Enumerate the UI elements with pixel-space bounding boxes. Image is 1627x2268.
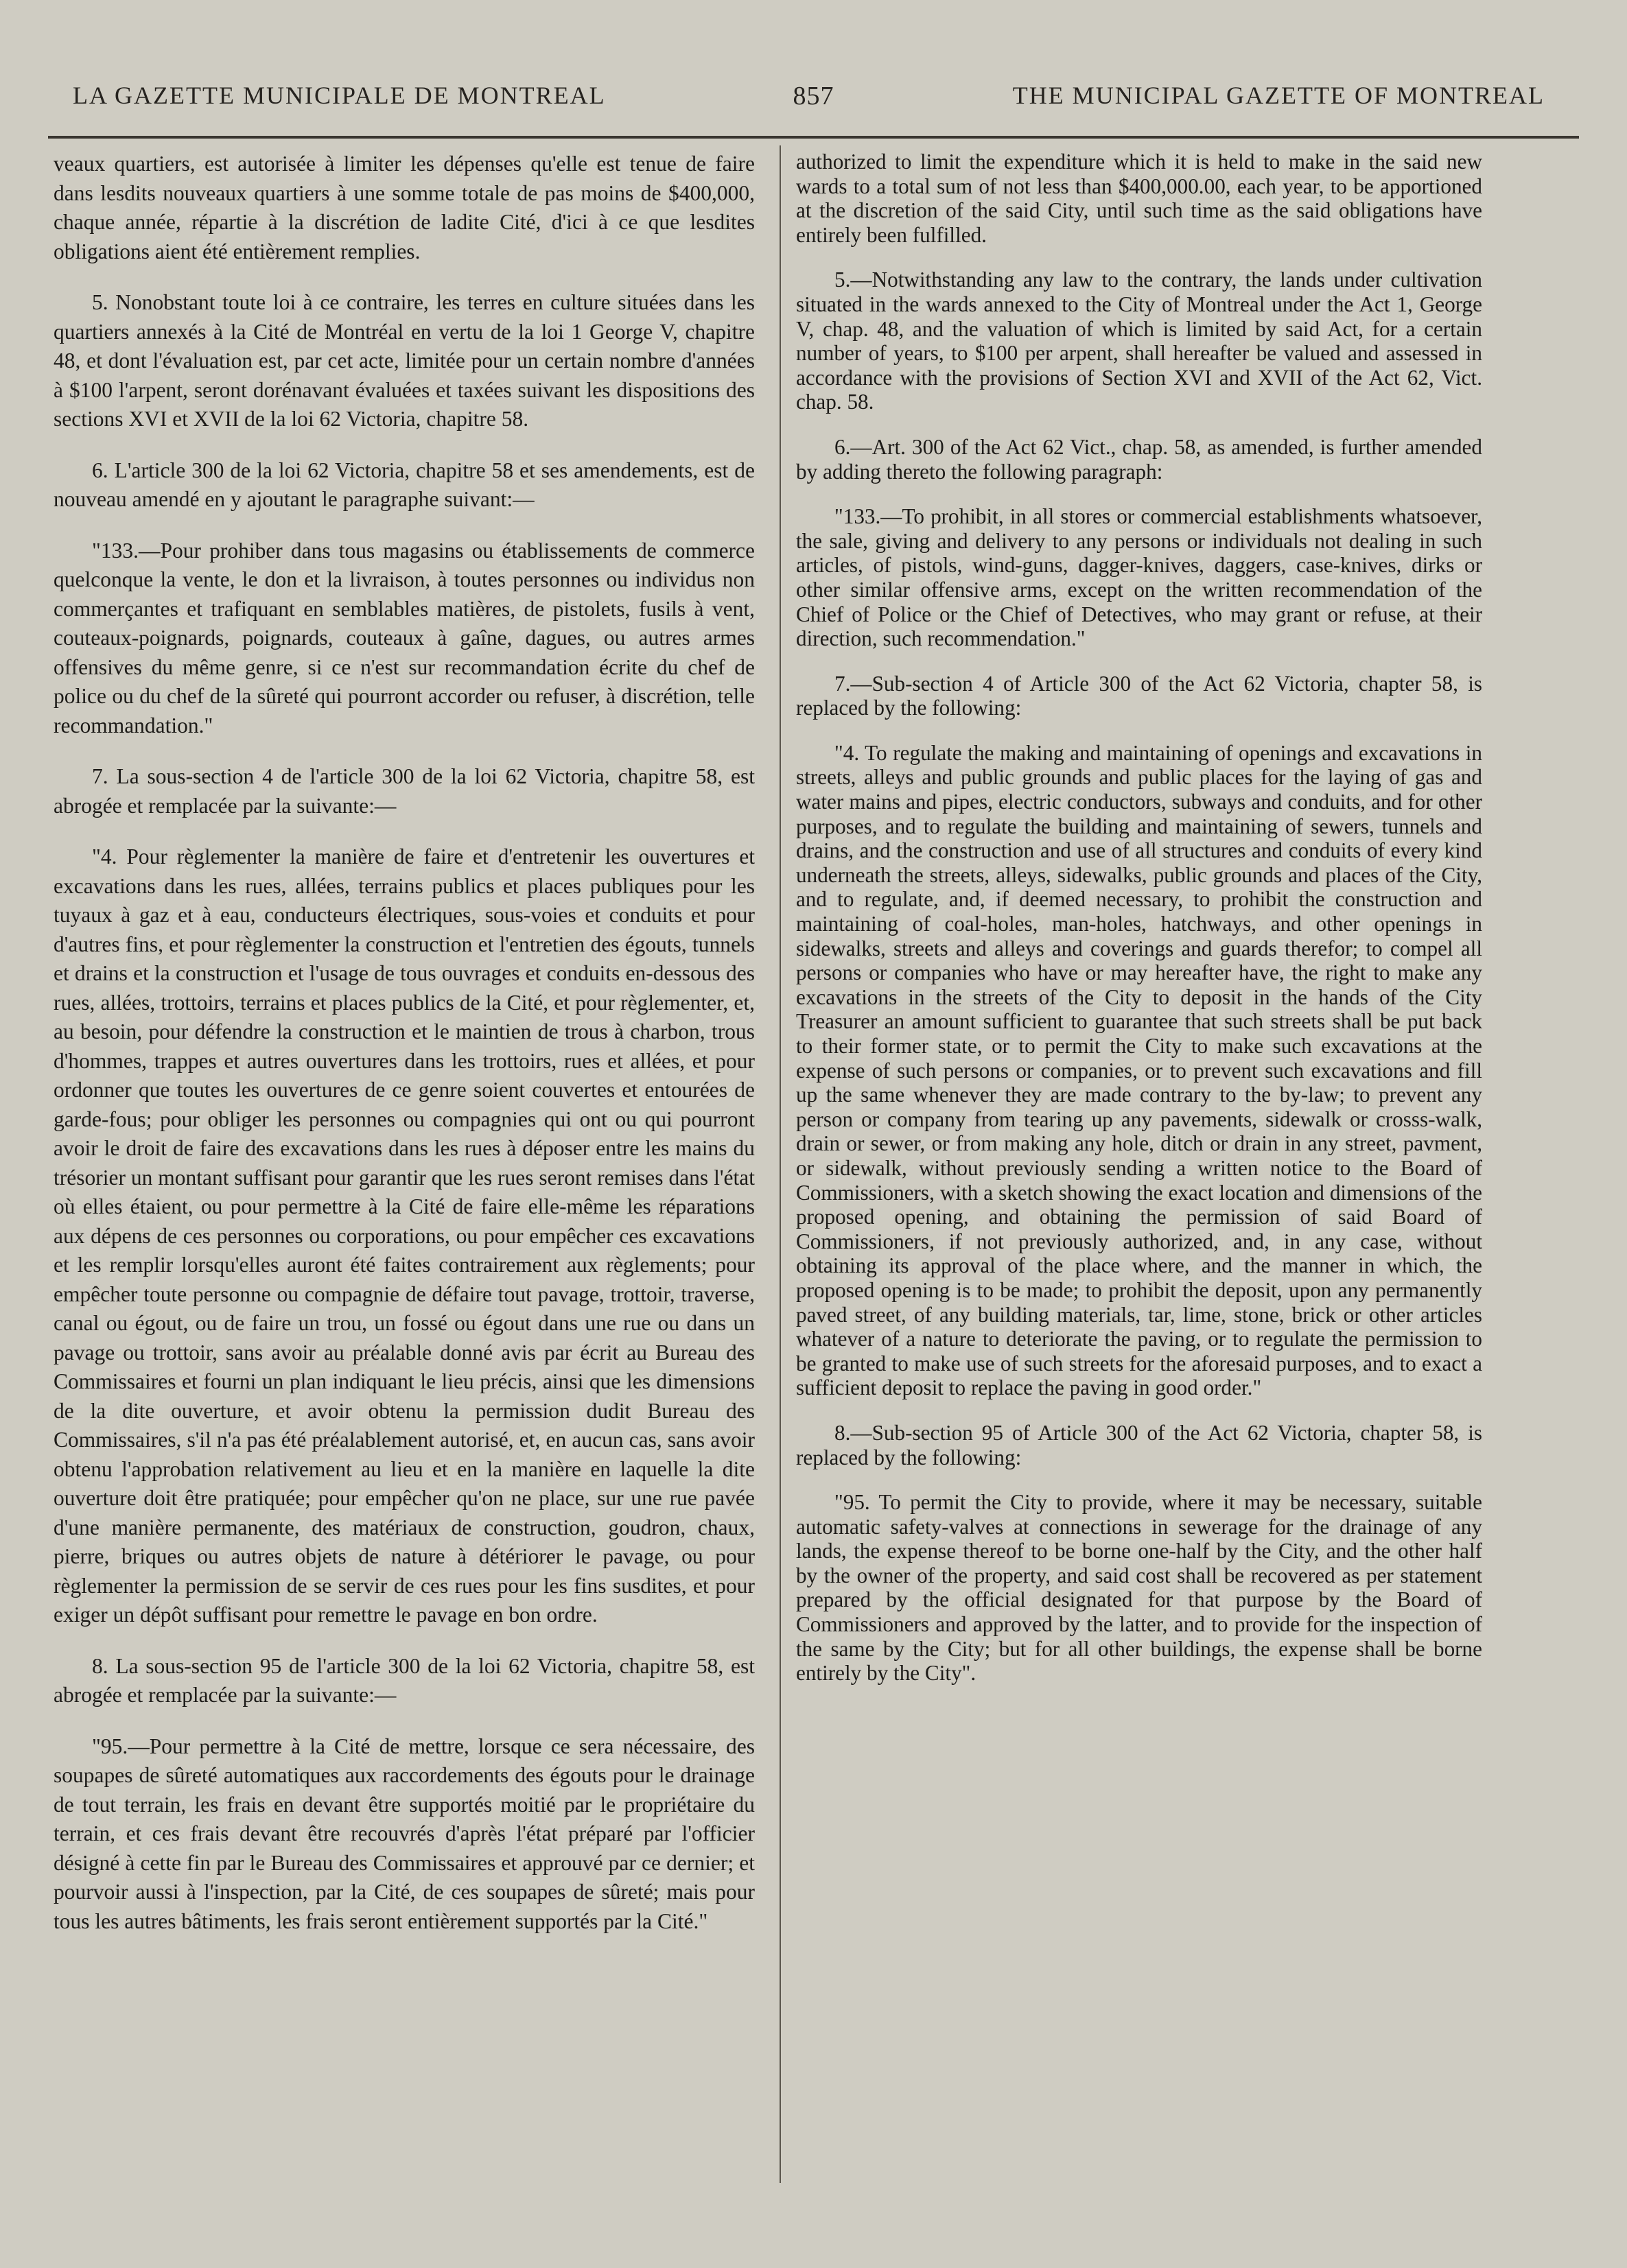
en-clause-4: "4. To regulate the making and maintaining of openings and excavations in streets, alleys and public grounds and public places for the laying of gas and water mains and pipes, electric conductors, subways and conduits, and for other purposes, and to regulate the building and maintaining of sewers, tunnels and drains, and the construction and use of all structures and conduits of every kind underneath the streets, alleys, sidewalks, public grounds and places of the City, and to regulate, and, if deemed necessary, to prohibit the construction and maintaining of coal-holes, man-holes, hatchways, and other openings in sidewalks, streets and alleys and coverings and guards therefor; to compel all persons or companies who have or may hereafter have, the right to make any excavations in the streets of the City to deposit in the hands of the City Treasurer an amount sufficient to guarantee that such streets shall be put back to their former state, or to permit the City to make such excavations at the expense of such persons or companies, or to prevent such excavations and fill up the same whenever they are made contrary to the by-law; to prevent any person or company from tearing up any pavements, sidewalk or crosss-walk, drain or sewer, or from making any hole, ditch or drain in any street, pavment, or sidewalk, without previously sending a written notice to the Board of Commissioners, with a sketch showing the exact location and dimensions of the proposed opening, and obtaining the permission of said Board of Commissioners, if not previously authorized, and, in any case, without obtaining its approval of the place where, and the manner in which, the proposed opening is to be made; to prohibit the deposit, upon any permanently paved street, of any building materials, tar, lime, stone, brick or other articles whatever of a nature to deteriorate the paving, or to regulate the permission to be granted to make use of such streets for the aforesaid purposes, and to exact a sufficient deposit to replace the paving in good order." bbox=[796, 740, 1482, 1400]
fr-section-5: 5. Nonobstant toute loi à ce contraire, les terres en culture situées dans les quartiers annexés à la Cité de Montréal en vertu de la loi 1 George V, chapitre 48, et dont l'évaluation est, par cet acte, limitée pour un certain nombre d'années à $100 l'arpent, seront dorénavant évaluées et taxées suivant les dispositions des sections XVI et XVII de la loi 62 Victoria, chapitre 58. bbox=[54, 290, 755, 431]
en-section-6: 6.—Art. 300 of the Act 62 Vict., chap. 58, as amended, is further amended by adding thereto the following paragraph: bbox=[796, 434, 1482, 484]
en-section-7: 7.—Sub-section 4 of Article 300 of the Act 62 Victoria, chapter 58, is replaced by the following: bbox=[796, 671, 1482, 720]
header-french-title: LA GAZETTE MUNICIPALE DE MONTREAL bbox=[73, 82, 606, 109]
header-rule bbox=[48, 136, 1579, 139]
fr-clause-95: "95.—Pour permettre à la Cité de mettre, lorsque ce sera nécessaire, des soupapes de sûreté automatiques aux raccordements des égouts pour le drainage de tout terrain, les frais en devant être supportés moitié par le propriétaire du terrain, et ces frais devant être recouvrés d'après l'état préparé par l'officier désigné à cette fin par le Bureau des Commissaires et approuvé par ce dernier; et pourvoir aussi à l'inspection, par la Cité, de ces soupapes de sûreté; mais pour tous les autres bâtiments, les frais seront entièrement supportés par la Cité." bbox=[54, 1734, 755, 1933]
fr-clause-133: "133.—Pour prohiber dans tous magasins ou établissements de commerce quelconque la vente, le don et la livraison, à toutes personnes ou individus non commerçantes et trafiquant en semblables matières, de pistolets, fusils à vent, couteaux-poignards, poignards, couteaux à gaîne, dagues, ou autres armes offensives du même genre, si ce n'est sur recommandation écrite du chef de police ou du chef de la sûreté qui pourront accorder ou refuser, à discrétion, telle recommandation." bbox=[54, 538, 755, 737]
header-english-title: THE MUNICIPAL GAZETTE OF MONTREAL bbox=[1012, 82, 1545, 109]
en-clause-133: "133.—To prohibit, in all stores or commercial establishments whatsoever, the sale, giving and delivery to any persons or individuals not dealing in such articles, of pistols, wind-guns, dagger-knives, daggers, case-knives, dirks or other similar offensive arms, except on the written recommendation of the Chief of Police or the Chief of Detectives, who may grant or refuse, at their direction, such recommendation." bbox=[796, 504, 1482, 651]
en-section-8: 8.—Sub-section 95 of Article 300 of the Act 62 Victoria, chapter 58, is replaced by the following: bbox=[796, 1420, 1482, 1469]
french-column bbox=[54, 150, 755, 1958]
en-clause-95: "95. To permit the City to provide, where it may be necessary, suitable automatic safety-valves at connections in sewerage for the drainage of any lands, the expense thereof to be borne one-half by the City, and the other half by the owner of the property, and said cost shall be recovered as per statement prepared by the official designated for that purpose by the Board of Commissioners and approved by the latter, and to provide for the inspection of the same by the City; but for all other buildings, the expense shall be borne entirely by the City". bbox=[796, 1490, 1482, 1686]
en-section-5: 5.—Notwithstanding any law to the contrary, the lands under cultivation situated in the wards annexed to the City of Montreal under the Act 1, George V, chap. 48, and the valuation of which is limited by said Act, for a certain number of years, to $100 per arpent, shall hereafter be valued and assessed in accordance with the provisions of Section XVI and XVII of the Act 62, Vict. chap. 58. bbox=[796, 268, 1482, 414]
fr-clause-4: "4. Pour règlementer la manière de faire et d'entretenir les ouvertures et excavations dans les rues, allées, terrains publics et places publiques pour les tuyaux à gaz et à eau, conducteurs électriques, sous-voies et conduits et pour d'autres fins, et pour règlementer la construction et l'entretien des égouts, tunnels et drains et la construction et l'usage de tous ouvrages et conduits en-dessous des rues, allées, trottoirs, terrains et places publics de la Cité, et pour règlementer, et, au besoin, pour défendre la construction et le maintien de trous à charbon, trous d'hommes, trappes et autres ouvertures dans les trottoirs, rues et allées, et pour ordonner que toutes les ouvertures de ce genre soient couvertes et entourées de garde-fous; pour obliger les personnes ou compagnies qui ont ou qui pourront avoir le droit de faire des excavations dans les rues à déposer entre les mains du trésorier un montant suffisant pour garantir que les rues seront remises dans l'état où elles étaient, ou pour permettre à la Cité de faire elle-même les réparations aux dépens de ces personnes ou corporations, ou pour empêcher ces excavations et les remplir lorsqu'elles auront été faites contrairement aux règlements; pour empêcher toute personne ou compagnie de défaire tout pavage, trottoir, traverse, canal ou égout, ou de faire un trou, un fossé ou égout dans une rue ou dans un pavage ou trottoir, sans avoir au préalable donné avis par écrit au Bureau des Commissaires et fourni un plan indiquant le lieu précis, ainsi que les dimensions de la dite ouverture, et avoir obtenu la permission dudit Bureau des Commissaires, s'il n'a pas été préalablement autorisé, et, en aucun cas, sans avoir obtenu l'approbation relativement au lieu et en la manière en laquelle la dite ouverture doit être pratiquée; pour empêcher qu'on ne place, sur une rue pavée d'une manière permanente, des matériaux de construction, goudron, chaux, pierre, briques ou autres objets de nature à détériorer le pavage, ou pour règlementer la permission de se servir de ces rues pour les fins susdites, et pour exiger un dépôt suffisant pour remettre le pavage en bon ordre. bbox=[54, 844, 755, 1627]
column-divider bbox=[780, 145, 781, 2183]
fr-section-6: 6. L'article 300 de la loi 62 Victoria, chapitre 58 et ses amendements, est de nouveau amendé en y ajoutant le paragraphe suivant:— bbox=[54, 458, 755, 511]
page-header bbox=[48, 81, 1579, 129]
fr-section-8: 8. La sous-section 95 de l'article 300 de la loi 62 Victoria, chapitre 58, est abrogée et remplacée par la suivante:— bbox=[54, 1653, 755, 1707]
fr-paragraph-continuation: veaux quartiers, est autorisée à limiter les dépenses qu'elle est tenue de faire dans lesdits nouveaux quartiers à une somme totale de pas moins de $400,000, chaque année, répartie à la discrétion de ladite Cité, d'ici à ce que lesdites obligations aient été entièrement remplies. bbox=[54, 152, 755, 263]
page-number: 857 bbox=[793, 82, 834, 110]
fr-section-7: 7. La sous-section 4 de l'article 300 de la loi 62 Victoria, chapitre 58, est abrogée et remplacée par la suivante:— bbox=[54, 764, 755, 818]
en-paragraph-continuation: authorized to limit the expenditure which it is held to make in the said new wards to a total sum of not less than $400,000.00, each year, to be apportioned at the discretion of the said City, until such time as the said obligations have entirely been fulfilled. bbox=[796, 150, 1482, 247]
english-column bbox=[796, 150, 1482, 1706]
